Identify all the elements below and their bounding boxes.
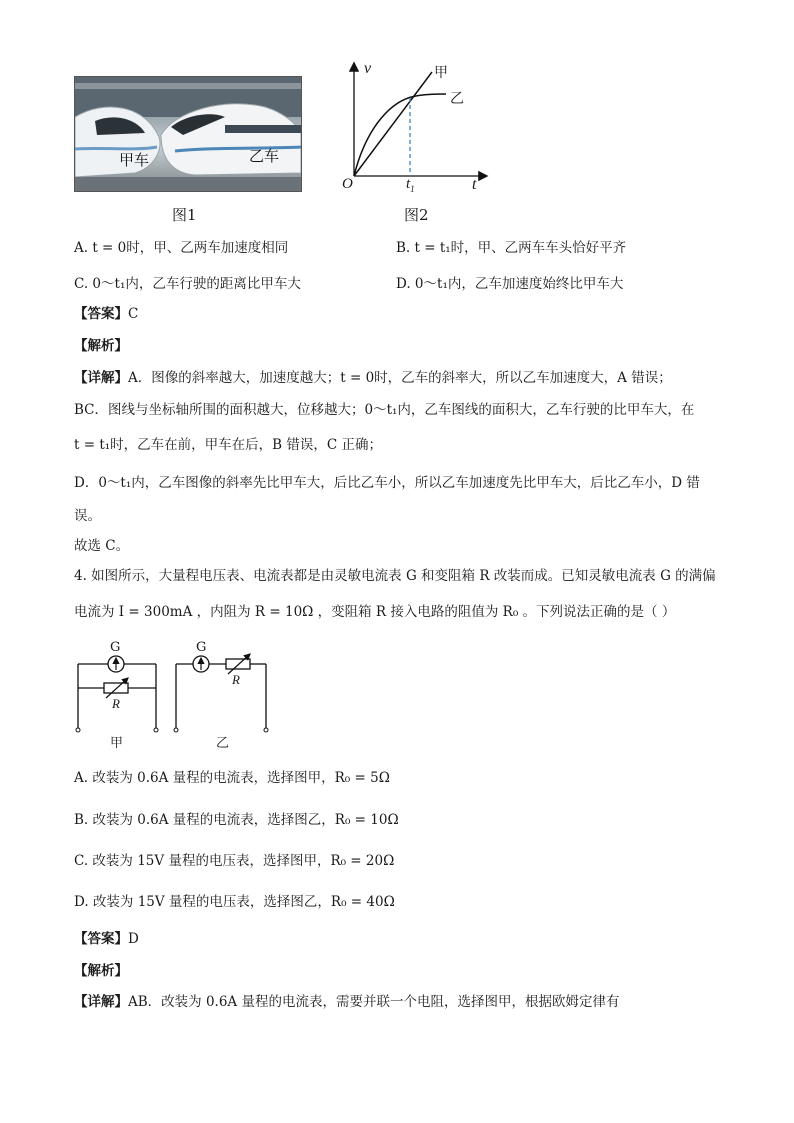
q3-detail-1: 【详解】A．图像的斜率越大，加速度越大；t = 0时，乙车的斜率大，所以乙车加速度大，A 错误；	[74, 370, 672, 386]
y-axis-label: v	[364, 60, 372, 77]
circuit-yi-meter-label: G	[196, 640, 207, 655]
q4-option-a: A. 改装为 0.6A 量程的电流表，选择图甲，R₀ = 5Ω	[74, 770, 390, 786]
label-car-b: 乙车	[249, 147, 280, 165]
circuit-jia-caption: 甲	[110, 736, 124, 751]
q4-option-c: C. 改装为 15V 量程的电压表，选择图甲，R₀ = 20Ω	[74, 853, 395, 869]
x-axis-label: t	[472, 176, 477, 193]
q3-option-a: A. t = 0时，甲、乙两车加速度相同	[74, 240, 289, 256]
q3-option-d: D. 0～t₁内，乙车加速度始终比甲车大	[396, 276, 624, 292]
q4-analysis-tag: 【解析】	[74, 963, 128, 979]
answer-value: C	[128, 306, 139, 322]
figure2-caption: 图2	[404, 206, 429, 224]
curve-yi	[354, 94, 446, 176]
train-illustration	[75, 77, 301, 191]
vt-graph	[336, 58, 496, 198]
q4-option-d: D. 改装为 15V 量程的电压表，选择图乙，R₀ = 40Ω	[74, 894, 395, 910]
answer-tag: 【答案】	[74, 931, 128, 947]
q3-conclusion: 故选 C。	[74, 538, 130, 554]
circuit-jia	[76, 656, 158, 732]
q4-stem-2: 电流为 I = 300mA ，内阻为 R = 10Ω ，变阻箱 R 接入电路的阻值为 R₀ 。下列说法正确的是（ ）	[74, 604, 676, 620]
q3-option-b: B. t = t₁时，甲、乙两车车头恰好平齐	[396, 240, 627, 256]
q3-answer	[74, 304, 138, 324]
circuits-svg	[70, 640, 280, 752]
q3-detail-4: D．0～t₁内，乙车图像的斜率先比甲车大，后比乙车小，所以乙车加速度先比甲车大，后比乙车小，D 错	[74, 475, 700, 491]
line-jia	[354, 72, 432, 176]
t1-label: $t_1$	[406, 176, 415, 194]
detail-tag: 【详解】	[74, 370, 128, 386]
q4-option-b: B. 改装为 0.6A 量程的电流表，选择图乙，R₀ = 10Ω	[74, 812, 399, 828]
circuit-yi-caption: 乙	[216, 736, 230, 751]
q4-answer	[74, 929, 139, 949]
circuit-yi	[174, 654, 268, 732]
q3-detail-2: BC．图线与坐标轴所围的面积越大，位移越大；0～t₁内，乙车图线的面积大，乙车行驶的比甲车大，在	[74, 402, 695, 418]
q3-option-c: C. 0～t₁内，乙车行驶的距离比甲车大	[74, 276, 301, 292]
figure1-caption: 图1	[172, 206, 197, 224]
curve-jia-label: 甲	[434, 65, 448, 81]
q3-detail-3: t = t₁时，乙车在前，甲车在后，B 错误，C 正确；	[74, 437, 382, 453]
circuit-diagrams	[70, 640, 280, 752]
circuit-yi-resistor-label: R	[232, 672, 240, 687]
detail-tag: 【详解】	[74, 994, 128, 1010]
q3-detail-5: 误。	[74, 508, 101, 524]
answer-value: D	[128, 931, 139, 947]
label-car-a: 甲车	[119, 151, 150, 169]
train-photo	[74, 76, 302, 192]
origin-label: O	[342, 176, 353, 192]
curve-yi-label: 乙	[450, 91, 464, 107]
circuit-jia-meter-label: G	[110, 640, 121, 655]
circuit-jia-resistor-label: R	[112, 696, 120, 711]
q4-detail-1: 【详解】AB．改装为 0.6A 量程的电流表，需要并联一个电阻，选择图甲，根据欧姆定律有	[74, 994, 620, 1010]
q4-stem-1: 4. 如图所示，大量程电压表、电流表都是由灵敏电流表 G 和变阻箱 R 改装而成。已知灵敏电流表 G 的满偏	[74, 568, 716, 584]
answer-tag: 【答案】	[74, 306, 128, 322]
q3-analysis-tag: 【解析】	[74, 338, 128, 354]
